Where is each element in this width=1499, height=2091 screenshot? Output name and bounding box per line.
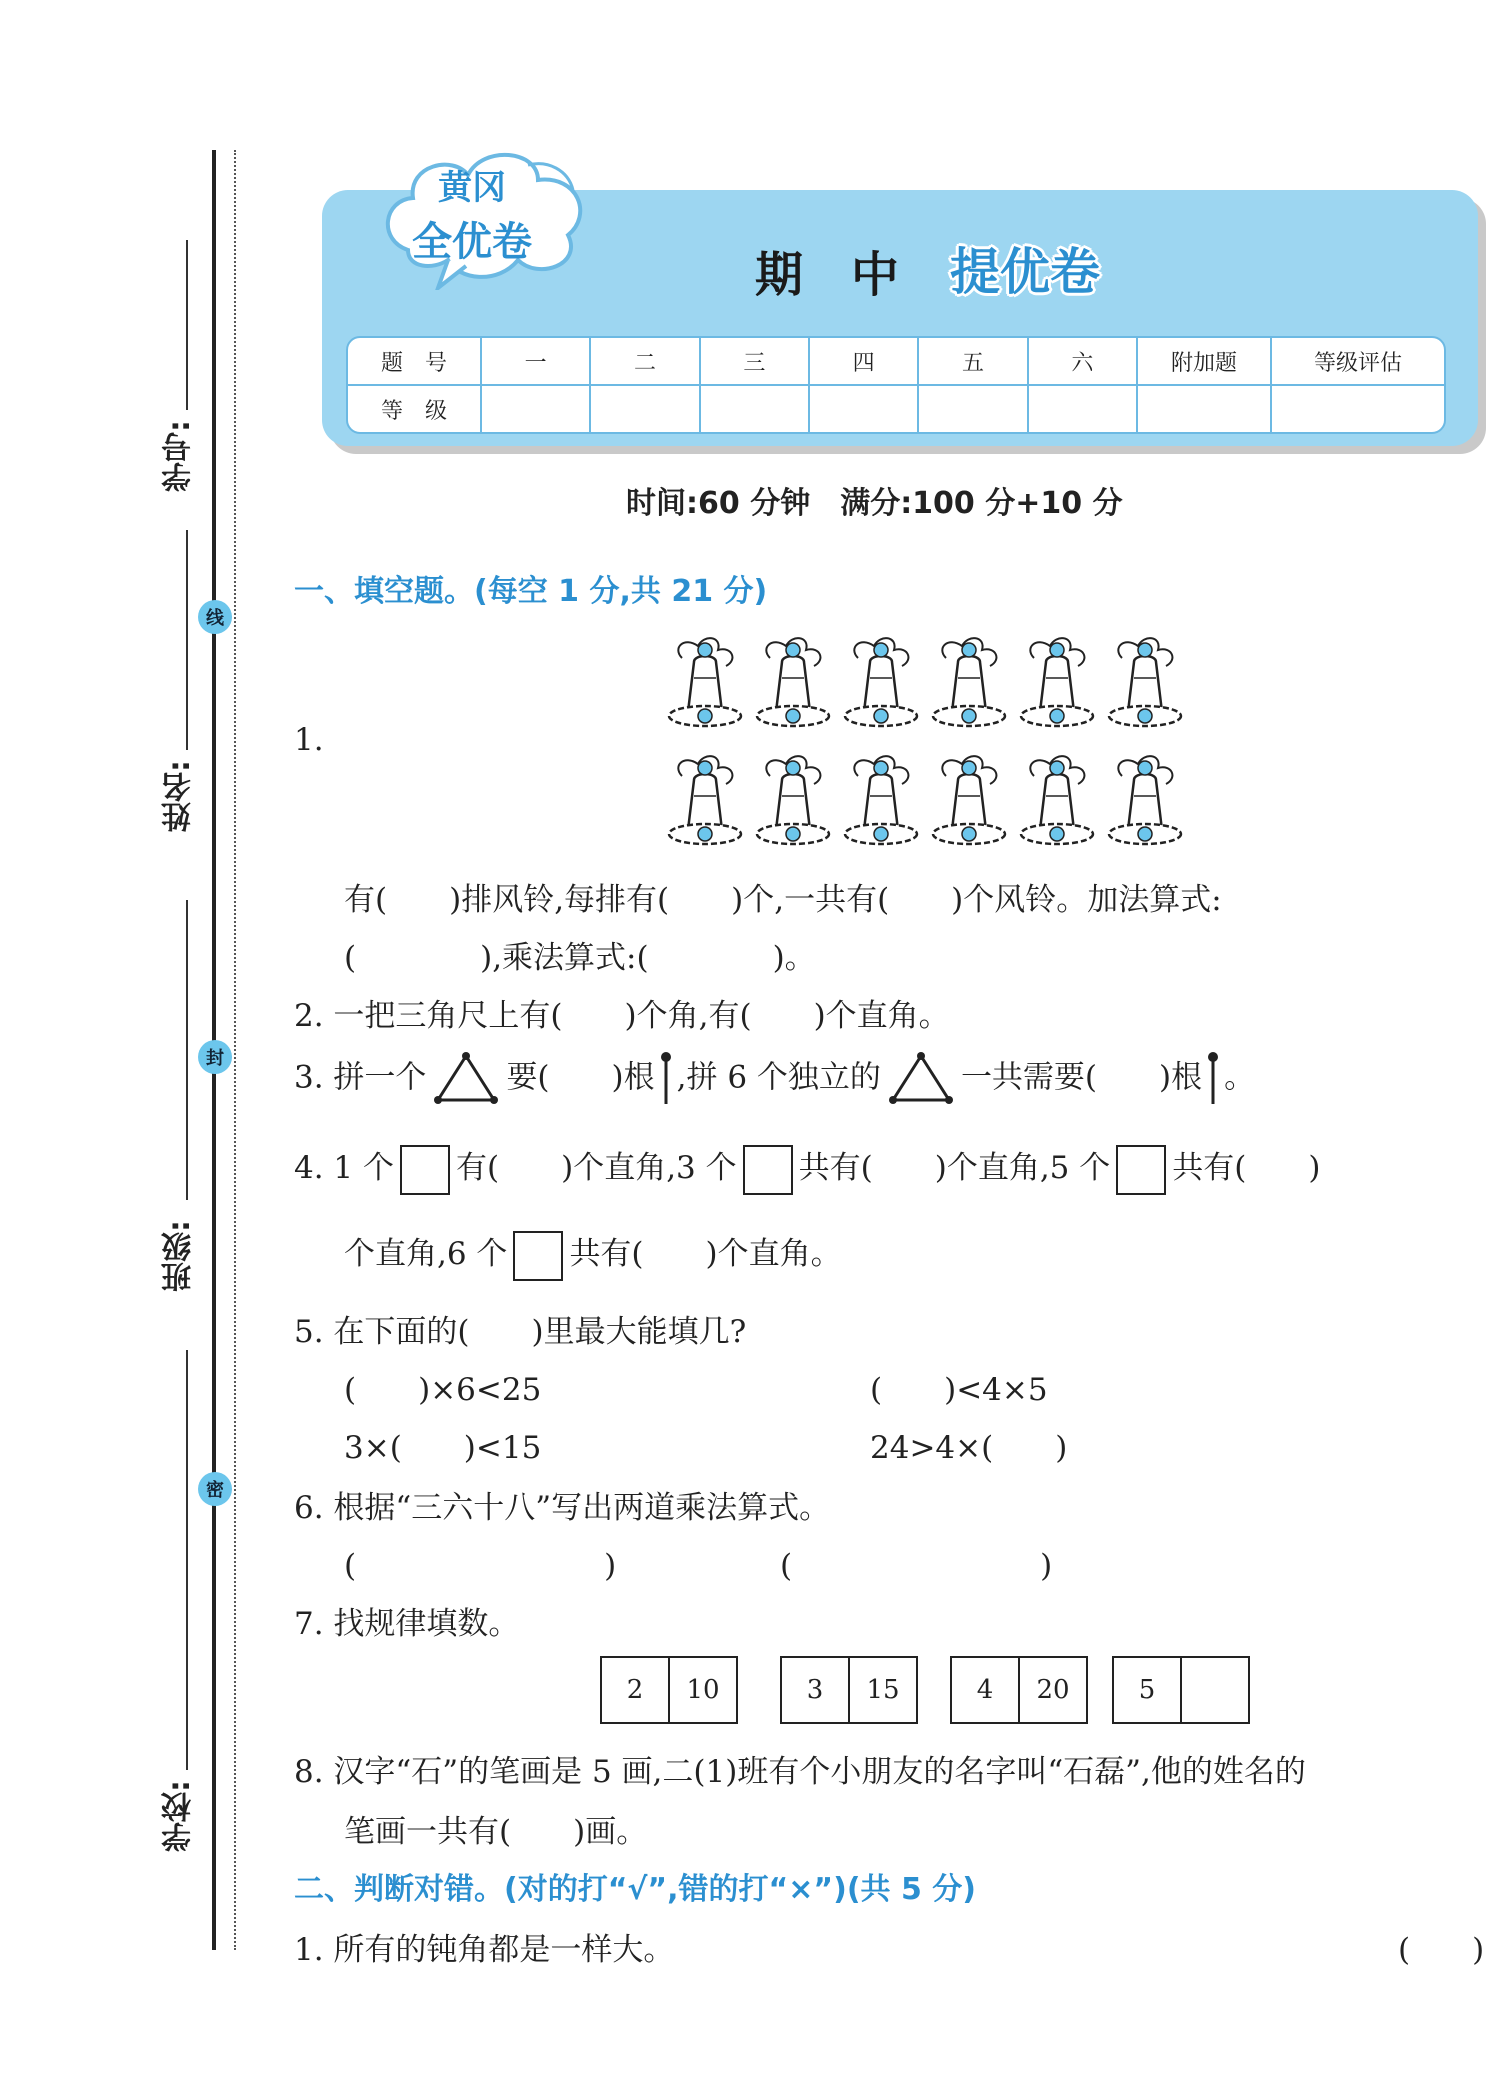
q5-item-a: ( )×6<25 [344, 1372, 542, 1408]
bell-icon [669, 638, 741, 726]
q7-pair-left: 2 [626, 1675, 644, 1705]
q8-line-2: 笔画一共有( )画。 [344, 1814, 648, 1850]
bell-icon [1021, 756, 1093, 844]
q3-part-d: 一共需要( )根 [960, 1059, 1203, 1096]
q7-pair [780, 1656, 918, 1724]
name-label: 姓名: [162, 760, 197, 832]
q3-row [294, 1050, 1255, 1108]
bell-icon [1109, 638, 1181, 726]
q6-answer-b: ( ) [780, 1548, 1053, 1584]
q3-part-e: 。 [1224, 1059, 1256, 1096]
seal-secret-mark: 密 [198, 1472, 232, 1506]
grade-cell: 五 [919, 338, 1028, 386]
q7-pair-right: 20 [1018, 1658, 1086, 1722]
q7-pair-left: 3 [806, 1675, 824, 1705]
grade-input-cell[interactable] [701, 386, 810, 432]
q5-item-b: ( )<4×5 [870, 1372, 1048, 1408]
name-rule [186, 530, 188, 750]
q8-line-1: 8. 汉字“石”的笔画是 5 画,二(1)班有个小朋友的名字叫“石磊”,他的姓名的 [294, 1754, 1306, 1790]
q4-part-f: 共有( )个直角。 [569, 1236, 842, 1272]
grade-table [346, 336, 1446, 434]
q4-part-d: 共有( ) [1172, 1150, 1321, 1186]
exam-meta: 时间:60 分钟 满分:100 分+10 分 [626, 486, 1123, 521]
grade-cell: 一 [482, 338, 591, 386]
section-2-heading: 二、判断对错。(对的打“√”,错的打“×”)(共 5 分) [294, 1872, 977, 1907]
q5-item-c: 3×( )<15 [344, 1430, 542, 1466]
bell-icon [845, 756, 917, 844]
grade-cell: 四 [810, 338, 919, 386]
grade-table-header-row [348, 338, 1444, 386]
q7-pair [600, 1656, 738, 1724]
q3-part-c: ,拼 6 个独立的 [676, 1059, 881, 1096]
title-emphasis: 提优卷 [950, 243, 1100, 301]
bell-icon [757, 638, 829, 726]
q7-pair-right: 10 [668, 1658, 736, 1722]
q4-row-1 [294, 1142, 1320, 1195]
q4-part-a: 4. 1 个 [294, 1150, 395, 1186]
bell-icon [1109, 756, 1181, 844]
bell-icon [1021, 638, 1093, 726]
q3-part-b: 要( )根 [506, 1059, 655, 1096]
matchstick-icon [1206, 1050, 1220, 1108]
matchstick-icon [659, 1050, 673, 1108]
student-id-rule [186, 240, 188, 410]
q7-pair [1112, 1656, 1250, 1724]
q6-text: 6. 根据“三六十八”写出两道乘法算式。 [294, 1490, 831, 1526]
q5-text: 5. 在下面的( )里最大能填几? [294, 1314, 747, 1350]
q6-answer-a: ( ) [344, 1548, 617, 1584]
bell-icon [757, 756, 829, 844]
q7-text: 7. 找规律填数。 [294, 1606, 520, 1642]
square-icon [513, 1231, 563, 1281]
grade-cell: 二 [591, 338, 700, 386]
grade-cell: 三 [701, 338, 810, 386]
q4-part-c: 共有( )个直角,5 个 [798, 1150, 1111, 1186]
square-icon [743, 1145, 793, 1195]
q7-pair-left: 4 [976, 1675, 994, 1705]
brand-line-1: 黄冈 [438, 168, 506, 208]
grade-input-cell[interactable] [1138, 386, 1272, 432]
q2-text: 2. 一把三角尺上有( )个角,有( )个直角。 [294, 998, 950, 1034]
q7-answer-blank[interactable] [1180, 1658, 1248, 1722]
triangle-icon [885, 1050, 957, 1108]
grade-cell: 六 [1029, 338, 1138, 386]
grade-cell: 题 号 [348, 338, 482, 386]
class-rule [186, 900, 188, 1200]
q3-part-a: 3. 拼一个 [294, 1059, 427, 1096]
brand-line-2: 全优卷 [412, 219, 532, 265]
q7-pair-left: 5 [1138, 1675, 1156, 1705]
bell-icon [669, 756, 741, 844]
grade-input-cell[interactable] [482, 386, 591, 432]
q4-part-e: 个直角,6 个 [344, 1236, 508, 1272]
q4-row-2 [344, 1228, 842, 1281]
grade-input-cell[interactable] [1029, 386, 1138, 432]
section-1-heading: 一、填空题。(每空 1 分,共 21 分) [294, 574, 768, 609]
q7-pair [950, 1656, 1088, 1724]
class-label: 班级: [162, 1220, 197, 1292]
school-rule [186, 1350, 188, 1770]
square-icon [400, 1145, 450, 1195]
q7-pair-right: 15 [848, 1658, 916, 1722]
binding-dotted-line [234, 150, 236, 1950]
grade-table-grade-row [348, 386, 1444, 432]
grade-cell: 附加题 [1138, 338, 1272, 386]
q5-item-d: 24>4×( ) [870, 1430, 1068, 1466]
q4-part-b: 有( )个直角,3 个 [456, 1150, 737, 1186]
grade-input-cell[interactable] [919, 386, 1028, 432]
seal-line-mark: 线 [198, 600, 232, 634]
square-icon [1116, 1145, 1166, 1195]
seal-seal-mark: 封 [198, 1040, 232, 1074]
s2-q1-text: 1. 所有的钝角都是一样大。 [294, 1932, 675, 1968]
grade-cell: 等级评估 [1272, 338, 1444, 386]
bell-icon [933, 756, 1005, 844]
title-plain: 期中 [755, 247, 948, 303]
triangle-icon [430, 1050, 502, 1108]
bell-icon [845, 638, 917, 726]
q1-line-1: 有( )排风铃,每排有( )个,一共有( )个风铃。加法算式: [344, 882, 1222, 918]
s2-q1-answer-blank[interactable]: ( ) [1398, 1932, 1485, 1968]
student-id-label: 学号: [162, 420, 197, 492]
q1-line-2: ( ),乘法算式:( )。 [344, 940, 816, 976]
q1-number: 1. [294, 722, 324, 758]
school-label: 学校: [162, 1780, 197, 1852]
grade-input-cell[interactable] [1272, 386, 1444, 432]
grade-row-label: 等 级 [348, 386, 482, 432]
grade-input-cell[interactable] [810, 386, 919, 432]
wind-chime-illustration [664, 628, 1204, 854]
bell-icon [933, 638, 1005, 726]
grade-input-cell[interactable] [591, 386, 700, 432]
